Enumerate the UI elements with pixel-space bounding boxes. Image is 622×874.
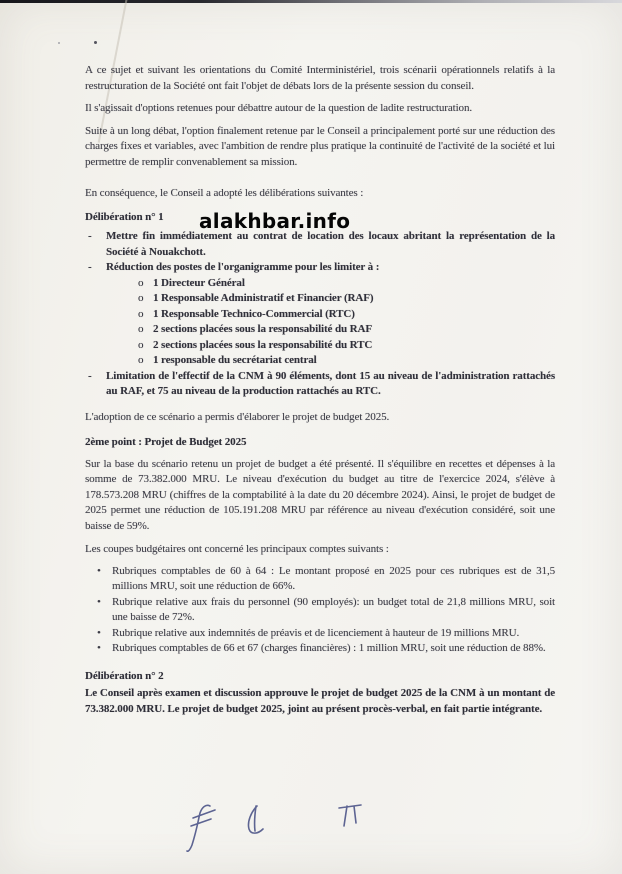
- budget-bullet-3-text: Rubrique relative aux indemnités de préavis et de licenciement à hauteur de 19 millions MRU.: [112, 626, 520, 639]
- bullet-marker: •: [97, 626, 101, 639]
- circle-marker: o: [138, 276, 144, 289]
- paragraph-intro-2: Il s'agissait d'options retenues pour débattre autour de la question de ladite restructuration.: [85, 102, 472, 114]
- paragraph-consequence: En conséquence, le Conseil a adopté les délibérations suivantes :: [85, 187, 364, 199]
- signature-mark-1: [187, 805, 215, 851]
- budget-paragraph: Sur la base du scénario retenu un projet de budget a été présenté. Il s'équilibre en recettes et dépenses à la somme de 73.382.000 MRU. Le niveau d'exécution du budget au titre de l'exercice 2024, s'élève à 178.573.208 MRU (chiffres de la comptabilité à la date du 20 décembre 2024). Ainsi, le projet de budget de 2025 permet une réduction de 105.191.208 MRU par référence au niveau d'exécution considéré, soit une baisse de 59%.: [85, 457, 555, 532]
- deliberation1-item-3-text: Limitation de l'effectif de la CNM à 90 éléments, dont 15 au niveau de l'administration rattachés au RAF, et 75 au niveau de la production rattachés au RTC.: [106, 369, 555, 397]
- bullet-marker: •: [97, 642, 101, 654]
- deliberation1-item-1: [85, 229, 555, 260]
- point2-heading: 2ème point : Projet de Budget 2025: [85, 436, 247, 448]
- watermark-text: alakhbar.info: [199, 209, 351, 233]
- handwritten-signatures: [180, 793, 400, 863]
- budget-bullet-2-text: Rubrique relative aux frais du personnel (90 employés): un budget total de 21,8 millions MRU, soit une baisse de 72%.: [112, 595, 555, 623]
- org-subitem-6-text: 1 responsable du secrétariat central: [153, 354, 317, 366]
- org-subitem-3: [85, 307, 555, 323]
- cuts-intro-paragraph: Les coupes budgétaires ont concerné les principaux comptes suivants :: [85, 543, 389, 555]
- org-subitem-2-text: 1 Responsable Administratif et Financier (RAF): [153, 292, 374, 304]
- deliberation2-heading: Délibération n° 2: [85, 669, 164, 682]
- org-subitem-1: [85, 276, 555, 292]
- adoption-paragraph: L'adoption de ce scénario a permis d'élaborer le projet de budget 2025.: [85, 410, 390, 423]
- org-subitem-1-text: 1 Directeur Général: [153, 276, 245, 289]
- bullet-marker: •: [97, 595, 101, 608]
- bullet-marker: •: [97, 564, 101, 577]
- circle-marker: o: [138, 307, 144, 320]
- org-subitem-5: [85, 338, 555, 354]
- circle-marker: o: [138, 338, 144, 351]
- ink-speck: [58, 42, 60, 44]
- dash-marker: -: [88, 230, 92, 242]
- paragraph-intro-3: Suite à un long débat, l'option finalement retenue par le Conseil a principalement porté sur une réduction des charges fixes et variables, avec l'ambition de rendre plus pratique la continuité de l'activité de la société et lui permettre de remplir convenablement sa mission.: [85, 124, 555, 168]
- paragraph-intro-1: A ce sujet et suivant les orientations du Comité Interministériel, trois scénarii opérationnels relatifs à la restructuration de la Société ont fait l'objet de débats lors de la présente session du conseil.: [85, 64, 555, 92]
- circle-marker: o: [138, 292, 144, 304]
- deliberation1-item-2: [85, 260, 555, 276]
- org-subitem-3-text: 1 Responsable Technico-Commercial (RTC): [153, 307, 355, 320]
- budget-bullet-3: [85, 626, 555, 642]
- deliberation1-heading: Délibération n° 1: [85, 210, 164, 223]
- circle-marker: o: [138, 323, 144, 335]
- budget-bullet-4: [85, 641, 555, 657]
- budget-bullet-2: [85, 595, 555, 626]
- signature-mark-2: [248, 806, 263, 833]
- org-subitem-5-text: 2 sections placées sous la responsabilité du RTC: [153, 338, 373, 351]
- budget-bullet-4-text: Rubriques comptables de 66 et 67 (charges financières) : 1 million MRU, soit une réduction de 88%.: [112, 642, 546, 654]
- circle-marker: o: [138, 354, 144, 366]
- org-subitem-4-text: 2 sections placées sous la responsabilité du RAF: [153, 323, 372, 335]
- scan-edge-artifact: [0, 0, 622, 3]
- org-subitem-4: [85, 322, 555, 338]
- deliberation2-paragraph: Le Conseil après examen et discussion approuve le projet de budget 2025 de la CNM à un montant de 73.382.000 MRU. Le projet de budget 2025, joint au présent procès-verbal, en fait partie intégrante.: [85, 687, 555, 715]
- ink-speck: [94, 41, 97, 44]
- deliberation1-item-3: [85, 369, 555, 400]
- org-subitem-2: [85, 291, 555, 307]
- budget-bullet-1: [85, 564, 555, 595]
- document-body: [85, 63, 555, 724]
- deliberation1-item-2-text: Réduction des postes de l'organigramme pour les limiter à :: [106, 261, 380, 273]
- dash-marker: -: [88, 369, 92, 382]
- budget-bullet-1-text: Rubriques comptables de 60 à 64 : Le montant proposé en 2025 pour ces rubriques est de 31,5 millions MRU, soit une réduction de 66%.: [112, 564, 555, 592]
- deliberation1-item-1-text: Mettre fin immédiatement au contrat de location des locaux abritant la représentation de la Société à Nouakchott.: [106, 230, 555, 258]
- dash-marker: -: [88, 261, 92, 273]
- org-subitem-6: [85, 353, 555, 369]
- signature-mark-3: [339, 805, 361, 826]
